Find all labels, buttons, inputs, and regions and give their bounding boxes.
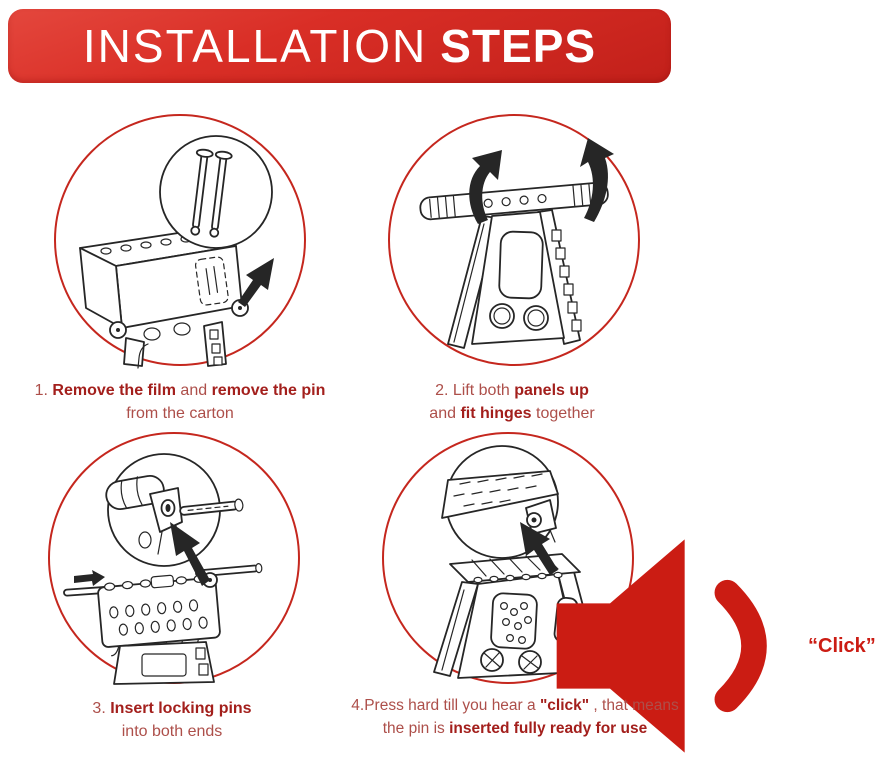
step-4-figure xyxy=(380,430,876,686)
step-2-figure xyxy=(386,112,642,368)
step-3-illustration xyxy=(46,430,302,686)
half-open-stool-drawing xyxy=(419,182,608,348)
header-banner xyxy=(8,9,671,83)
caption-line: into both ends xyxy=(121,723,223,740)
caption-line: and fit hinges together xyxy=(429,405,595,422)
step-4-caption xyxy=(351,694,679,740)
caption-line: 2. Lift both panels up xyxy=(435,382,589,399)
step-2-illustration xyxy=(386,112,642,368)
lift-arrow-right-icon xyxy=(580,138,614,222)
step-3-figure xyxy=(46,430,302,686)
arrow-icon xyxy=(238,258,274,307)
caption-line: 1. Remove the film and remove the pin xyxy=(34,382,326,399)
step-1-caption xyxy=(20,379,340,425)
click-text: “Click” xyxy=(808,634,876,657)
stool-top-with-pins-drawing xyxy=(64,563,262,684)
caption-line: 3. Insert locking pins xyxy=(92,700,252,717)
caption-line: the pin is inserted fully ready for use xyxy=(382,720,648,737)
step-3-caption xyxy=(12,697,332,743)
insert-direction-arrow-icon xyxy=(74,570,105,586)
caption-line: 4.Press hard till you hear a "click" , that means xyxy=(351,697,679,714)
caption-line: from the carton xyxy=(126,405,234,422)
header-title-regular: INSTALLATION xyxy=(82,20,428,72)
folded-stool-drawing xyxy=(80,230,248,368)
step-1-figure xyxy=(52,112,308,368)
header-title-bold: STEPS xyxy=(440,20,597,72)
step-2-caption xyxy=(352,379,672,425)
step-1-illustration xyxy=(52,112,308,368)
